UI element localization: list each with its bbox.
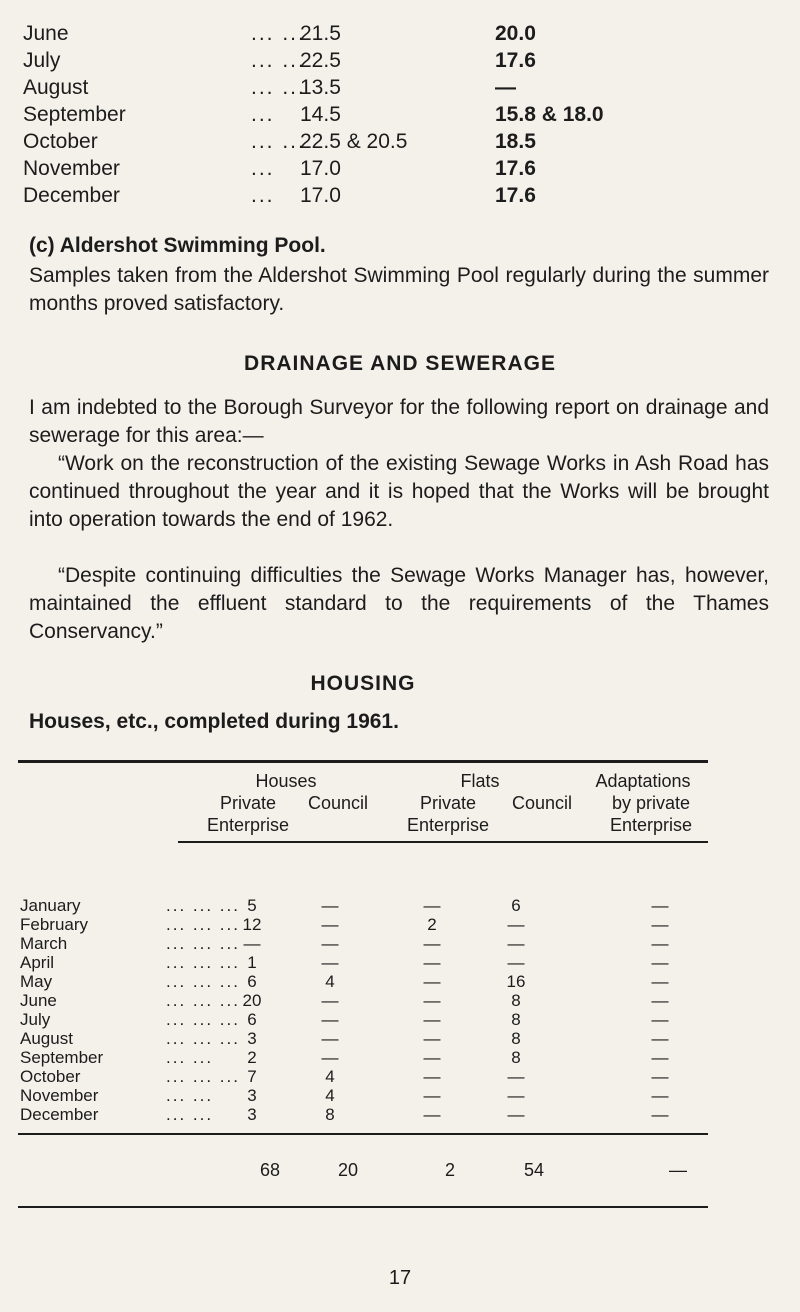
housing-cell-hc: — xyxy=(321,953,339,972)
housing-cell-hp: 6 xyxy=(247,1010,257,1029)
total-flats-council: 54 xyxy=(523,1160,545,1180)
housing-cell-hc: — xyxy=(321,915,339,934)
housing-cell-hc: 8 xyxy=(325,1105,335,1124)
housing-row xyxy=(18,1067,708,1086)
housing-row xyxy=(18,896,708,915)
housing-cell-hp: 5 xyxy=(247,896,257,915)
leader-dots: ... xyxy=(251,103,275,126)
housing-cell-fc: — xyxy=(507,934,525,953)
housing-cell-hc: — xyxy=(321,896,339,915)
housing-row xyxy=(18,934,708,953)
housing-month: April xyxy=(20,953,55,972)
housing-cell-hc: 4 xyxy=(325,1067,335,1086)
header-flats-council: Council xyxy=(511,793,573,813)
housing-cell-ad: — xyxy=(651,915,669,934)
housing-cell-ad: — xyxy=(651,1086,669,1105)
leader-dots: ... ... xyxy=(166,1048,214,1067)
sample-value-1: 22.5 xyxy=(300,49,341,72)
water-sample-row xyxy=(23,184,663,211)
drainage-quote-1: “Work on the reconstruction of the existing Sewage Works in Ash Road has continued throughout the year and it is hoped that the Works will be brought into operation towards the end of 1962. xyxy=(29,452,769,531)
housing-row xyxy=(18,1105,708,1124)
sample-value-1: 17.0 xyxy=(300,157,341,180)
housing-totals-row xyxy=(18,1160,708,1182)
totals-rule xyxy=(18,1133,708,1135)
housing-cell-ad: — xyxy=(651,972,669,991)
housing-cell-fp: — xyxy=(423,934,441,953)
leader-dots: ... ... xyxy=(166,1086,214,1105)
sample-month: July xyxy=(23,49,61,72)
housing-cell-fp: — xyxy=(423,1086,441,1105)
housing-row xyxy=(18,972,708,991)
sample-value-2: 17.6 xyxy=(495,49,536,72)
swimming-pool-text: Samples taken from the Aldershot Swimming Pool regularly during the summer months proved satisfactory. xyxy=(29,264,769,315)
sample-value-1: 17.0 xyxy=(300,184,341,207)
leader-dots: ... xyxy=(251,184,275,207)
housing-cell-ad: — xyxy=(651,953,669,972)
leader-dots: ... ... ... xyxy=(166,896,240,915)
housing-month: January xyxy=(20,896,81,915)
housing-cell-fc: — xyxy=(507,915,525,934)
sample-value-2: 20.0 xyxy=(495,22,536,45)
housing-table xyxy=(18,896,708,1124)
leader-dots: ... ... ... xyxy=(166,953,240,972)
header-adaptations-private: by private Enterprise xyxy=(609,793,693,835)
leader-dots: ... ... ... xyxy=(166,934,240,953)
housing-cell-hc: — xyxy=(321,934,339,953)
housing-row xyxy=(18,1010,708,1029)
water-sample-row xyxy=(23,130,663,157)
housing-cell-ad: — xyxy=(651,896,669,915)
housing-cell-ad: — xyxy=(651,991,669,1010)
leader-dots: ... ... xyxy=(251,49,306,72)
housing-cell-fc: — xyxy=(507,1086,525,1105)
sample-value-2: — xyxy=(495,76,516,99)
housing-cell-fp: — xyxy=(423,1105,441,1124)
leader-dots: ... ... ... xyxy=(166,991,240,1010)
housing-cell-fc: 8 xyxy=(511,1029,521,1048)
housing-cell-ad: — xyxy=(651,1048,669,1067)
housing-cell-hp: — xyxy=(243,934,261,953)
housing-month: October xyxy=(20,1067,81,1086)
leader-dots: ... ... xyxy=(251,22,306,45)
header-adaptations: Adaptations xyxy=(595,771,691,791)
table-top-rule xyxy=(18,760,708,763)
housing-month: August xyxy=(20,1029,73,1048)
table-bottom-rule xyxy=(18,1206,708,1208)
drainage-heading: DRAINAGE AND SEWERAGE xyxy=(244,352,556,375)
header-houses-council: Council xyxy=(307,793,369,813)
housing-cell-fc: 16 xyxy=(506,972,526,991)
sample-month: September xyxy=(23,103,126,126)
housing-row xyxy=(18,915,708,934)
housing-cell-fp: — xyxy=(423,1010,441,1029)
housing-cell-hc: — xyxy=(321,1010,339,1029)
housing-cell-fc: — xyxy=(507,953,525,972)
housing-month: December xyxy=(20,1105,99,1124)
housing-subheading: Houses, etc., completed during 1961. xyxy=(29,710,399,733)
housing-cell-fc: — xyxy=(507,1067,525,1086)
swimming-pool-heading: (c) Aldershot Swimming Pool. xyxy=(29,234,326,257)
housing-cell-fp: — xyxy=(423,1048,441,1067)
sample-month: November xyxy=(23,157,120,180)
housing-cell-hp: 3 xyxy=(247,1105,257,1124)
total-houses-private: 68 xyxy=(259,1160,281,1180)
leader-dots: ... ... ... xyxy=(166,915,240,934)
water-sample-row xyxy=(23,103,663,130)
housing-cell-hp: 20 xyxy=(242,991,262,1010)
sample-value-2: 17.6 xyxy=(495,184,536,207)
total-adaptations: — xyxy=(669,1160,687,1180)
header-houses: Houses xyxy=(255,771,317,791)
drainage-intro: I am indebted to the Borough Surveyor for the following report on drainage and sewerage for this area:— xyxy=(29,396,769,447)
housing-heading: HOUSING xyxy=(310,672,416,695)
housing-month: September xyxy=(20,1048,104,1067)
housing-month: June xyxy=(20,991,57,1010)
housing-row xyxy=(18,1048,708,1067)
water-sample-row xyxy=(23,22,663,49)
housing-cell-hp: 3 xyxy=(247,1029,257,1048)
housing-cell-ad: — xyxy=(651,1067,669,1086)
housing-month: March xyxy=(20,934,68,953)
housing-month: July xyxy=(20,1010,51,1029)
housing-cell-fc: 8 xyxy=(511,991,521,1010)
housing-cell-fc: 6 xyxy=(511,896,521,915)
housing-cell-hc: — xyxy=(321,991,339,1010)
housing-month: May xyxy=(20,972,53,991)
sample-value-1: 14.5 xyxy=(300,103,341,126)
total-houses-council: 20 xyxy=(337,1160,359,1180)
housing-cell-hc: — xyxy=(321,1029,339,1048)
housing-cell-hp: 3 xyxy=(247,1086,257,1105)
page-number: 17 xyxy=(388,1267,412,1289)
leader-dots: ... ... ... xyxy=(166,1010,240,1029)
water-sample-row xyxy=(23,49,663,76)
housing-cell-fp: — xyxy=(423,991,441,1010)
housing-cell-fp: — xyxy=(423,953,441,972)
sample-value-2: 18.5 xyxy=(495,130,536,153)
leader-dots: ... ... xyxy=(251,76,306,99)
housing-cell-hc: 4 xyxy=(325,1086,335,1105)
housing-row xyxy=(18,1029,708,1048)
housing-cell-fp: 2 xyxy=(427,915,437,934)
sample-value-2: 17.6 xyxy=(495,157,536,180)
water-sample-table xyxy=(23,22,663,211)
header-flats: Flats xyxy=(460,771,500,791)
housing-cell-hc: — xyxy=(321,1048,339,1067)
sample-value-1: 13.5 xyxy=(300,76,341,99)
housing-cell-hp: 12 xyxy=(242,915,262,934)
sample-value-1: 21.5 xyxy=(300,22,341,45)
housing-cell-fp: — xyxy=(423,1067,441,1086)
header-rule xyxy=(178,841,708,843)
housing-cell-hp: 7 xyxy=(247,1067,257,1086)
housing-cell-ad: — xyxy=(651,1029,669,1048)
drainage-quote-2: “Despite continuing difficulties the Sewage Works Manager has, however, maintained the effluent standard to the requirements of the Thames Conservancy.” xyxy=(29,564,769,643)
housing-cell-fc: 8 xyxy=(511,1010,521,1029)
header-flats-private: Private Enterprise xyxy=(406,793,490,835)
total-flats-private: 2 xyxy=(444,1160,455,1180)
header-houses-private: Private Enterprise xyxy=(206,793,290,835)
leader-dots: ... ... ... xyxy=(166,972,240,991)
sample-month: December xyxy=(23,184,120,207)
leader-dots: ... ... xyxy=(251,130,306,153)
housing-cell-hp: 1 xyxy=(247,953,257,972)
water-sample-row xyxy=(23,157,663,184)
housing-row xyxy=(18,953,708,972)
water-sample-row xyxy=(23,76,663,103)
housing-cell-hc: 4 xyxy=(325,972,335,991)
sample-value-2: 15.8 & 18.0 xyxy=(495,103,604,126)
housing-row xyxy=(18,1086,708,1105)
sample-month: August xyxy=(23,76,89,99)
housing-cell-fc: 8 xyxy=(511,1048,521,1067)
housing-cell-hp: 2 xyxy=(247,1048,257,1067)
sample-value-1: 22.5 & 20.5 xyxy=(300,130,408,153)
housing-cell-fp: — xyxy=(423,1029,441,1048)
leader-dots: ... xyxy=(251,157,275,180)
leader-dots: ... ... ... xyxy=(166,1029,240,1048)
housing-month: February xyxy=(20,915,89,934)
leader-dots: ... ... xyxy=(166,1105,214,1124)
housing-row xyxy=(18,991,708,1010)
housing-cell-ad: — xyxy=(651,1010,669,1029)
housing-cell-ad: — xyxy=(651,934,669,953)
housing-cell-ad: — xyxy=(651,1105,669,1124)
leader-dots: ... ... ... xyxy=(166,1067,240,1086)
housing-cell-fp: — xyxy=(423,972,441,991)
housing-cell-fc: — xyxy=(507,1105,525,1124)
sample-month: June xyxy=(23,22,69,45)
housing-cell-hp: 6 xyxy=(247,972,257,991)
sample-month: October xyxy=(23,130,98,153)
housing-cell-fp: — xyxy=(423,896,441,915)
housing-month: November xyxy=(20,1086,99,1105)
